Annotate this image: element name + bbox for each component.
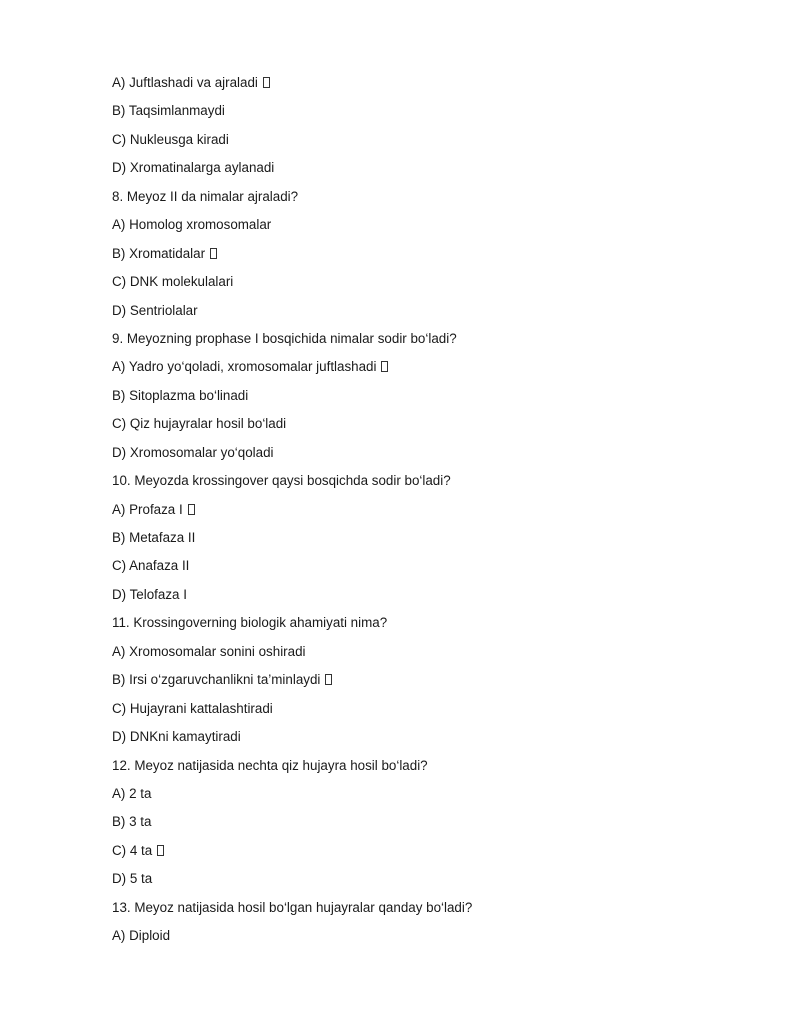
line-text: 11. Krossingoverning biologik ahamiyati nima?: [112, 615, 388, 631]
answer-option: [112, 926, 732, 954]
line-text: D) Xromosomalar yo‘qoladi: [112, 444, 274, 460]
answer-option: [112, 869, 732, 897]
answer-option: [112, 130, 732, 158]
answer-option: [112, 272, 732, 300]
line-text: D) Telofaza I: [112, 586, 187, 602]
line-text: A) Homolog xromosomalar: [112, 217, 272, 233]
answer-option: [112, 244, 732, 272]
question-text: [112, 898, 732, 926]
answer-option: [112, 357, 732, 385]
correct-answer-box-icon: [325, 674, 332, 685]
line-text: 10. Meyozda krossingover qaysi bosqichda sodir bo‘ladi?: [112, 473, 451, 489]
line-text: A) Profaza I: [112, 501, 183, 517]
question-text: [112, 329, 732, 357]
line-text: A) Juftlashadi va ajraladi: [112, 75, 258, 90]
line-text: D) 5 ta: [112, 871, 153, 887]
answer-option: [112, 386, 732, 414]
line-text: B) Sitoplazma bo‘linadi: [112, 387, 249, 403]
line-text: C) Anafaza II: [112, 558, 190, 574]
line-text: C) 4 ta: [112, 842, 153, 858]
line-text: B) 3 ta: [112, 814, 152, 830]
question-text: [112, 613, 732, 641]
answer-option: [112, 556, 732, 584]
answer-option: [112, 670, 732, 698]
answer-option: [112, 812, 732, 840]
line-text: A) Xromosomalar sonini oshiradi: [112, 643, 306, 659]
answer-option: [112, 528, 732, 556]
line-text: D) Xromatinalarga aylanadi: [112, 160, 275, 176]
answer-option: [112, 727, 732, 755]
answer-option: [112, 414, 732, 442]
answer-option: [112, 699, 732, 727]
line-text: D) DNKni kamaytiradi: [112, 729, 241, 745]
line-text: A) 2 ta: [112, 785, 152, 801]
question-text: [112, 756, 732, 784]
line-text: B) Metafaza II: [112, 530, 196, 545]
question-list: [112, 73, 732, 955]
answer-option: [112, 158, 732, 186]
answer-option: [112, 642, 732, 670]
answer-option: [112, 215, 732, 243]
line-text: C) DNK molekulalari: [112, 274, 234, 290]
answer-option: [112, 301, 732, 329]
line-text: B) Xromatidalar: [112, 245, 206, 261]
correct-answer-box-icon: [381, 361, 388, 372]
line-text: C) Hujayrani kattalashtiradi: [112, 700, 273, 716]
answer-option: [112, 443, 732, 471]
line-text: A) Diploid: [112, 928, 171, 944]
line-text: 13. Meyoz natijasida hosil bo‘lgan hujayralar qanday bo‘ladi?: [112, 899, 473, 915]
answer-option: [112, 500, 732, 528]
line-text: C) Nukleusga kiradi: [112, 131, 229, 147]
line-text: A) Yadro yo‘qoladi, xromosomalar juftlashadi: [112, 359, 377, 375]
answer-option: [112, 841, 732, 869]
answer-option: [112, 101, 732, 129]
line-text: C) Qiz hujayralar hosil bo‘ladi: [112, 416, 287, 432]
line-text: B) Taqsimlanmaydi: [112, 103, 225, 119]
line-text: 8. Meyoz II da nimalar ajraladi?: [112, 188, 299, 204]
line-text: D) Sentriolalar: [112, 302, 198, 318]
correct-answer-box-icon: [210, 248, 217, 259]
line-text: 12. Meyoz natijasida nechta qiz hujayra hosil bo‘ladi?: [112, 757, 428, 773]
line-text: 9. Meyozning prophase I bosqichida nimalar sodir bo‘ladi?: [112, 330, 457, 346]
answer-option: [112, 585, 732, 613]
question-text: [112, 187, 732, 215]
correct-answer-box-icon: [157, 845, 164, 856]
correct-answer-box-icon: [263, 77, 270, 88]
answer-option: [112, 784, 732, 812]
correct-answer-box-icon: [188, 504, 195, 515]
question-text: [112, 471, 732, 499]
answer-option: [112, 73, 732, 101]
line-text: B) Irsi o‘zgaruvchanlikni ta’minlaydi: [112, 672, 321, 688]
